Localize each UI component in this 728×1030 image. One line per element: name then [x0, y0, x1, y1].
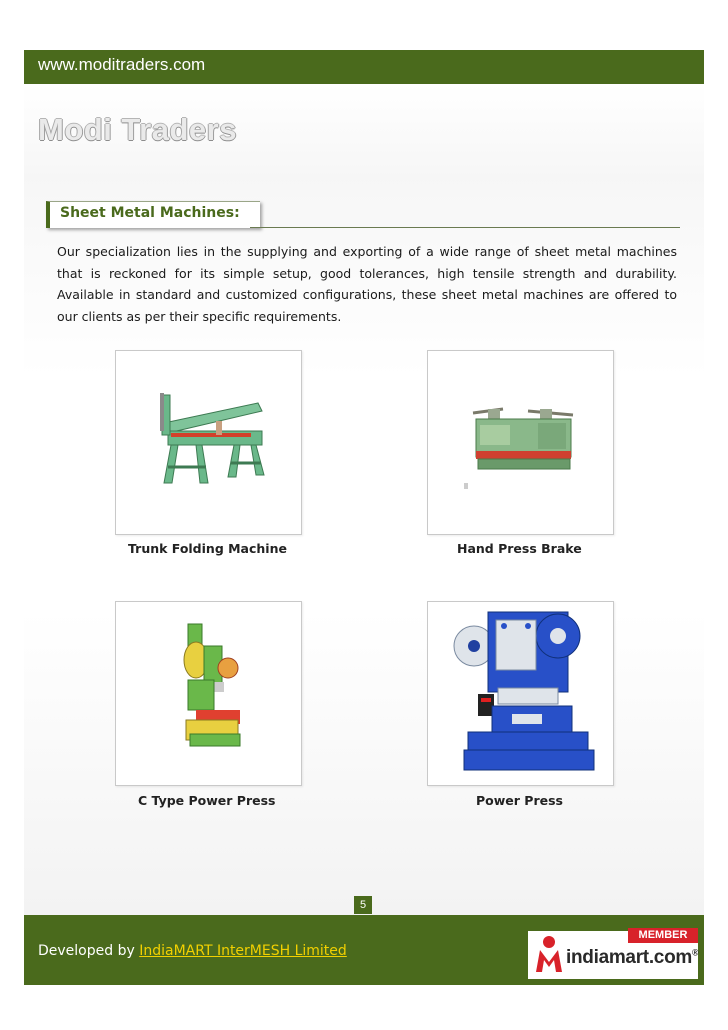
website-url-link[interactable]: www.moditraders.com: [38, 55, 206, 74]
c-type-power-press-image[interactable]: [115, 601, 302, 786]
product-caption: Power Press: [476, 793, 563, 808]
developer-credit: [38, 943, 347, 959]
page-number: 5: [354, 896, 372, 914]
product-caption: C Type Power Press: [138, 793, 276, 808]
company-brand-title: Modi Traders: [38, 112, 237, 147]
registered-mark: ®: [691, 947, 699, 958]
section-title: Sheet Metal Machines:: [60, 205, 240, 221]
product-caption: Trunk Folding Machine: [128, 541, 287, 556]
product-caption: Hand Press Brake: [457, 541, 582, 556]
developer-link[interactable]: IndiaMART InterMESH Limited: [139, 943, 347, 959]
member-badge: MEMBER: [628, 928, 698, 943]
hand-press-brake-image[interactable]: [427, 350, 614, 535]
power-press-image[interactable]: [427, 601, 614, 786]
developed-by-label: Developed by: [38, 943, 135, 959]
indiamart-logo-text: [566, 947, 698, 969]
logo-text: indiamart.com: [566, 947, 692, 968]
trunk-folding-machine-image[interactable]: [115, 350, 302, 535]
section-divider: [250, 227, 680, 228]
indiamart-logo-icon: [532, 934, 566, 974]
section-intro-paragraph: Our specialization lies in the supplying and exporting of a wide range of sheet metal machines that is reckoned for its simple setup, good tolerances, high tensile strength and durability. Available in standard and customized configurations, these sheet metal machines are offered to our clients as per their specific requirements.: [57, 244, 677, 324]
